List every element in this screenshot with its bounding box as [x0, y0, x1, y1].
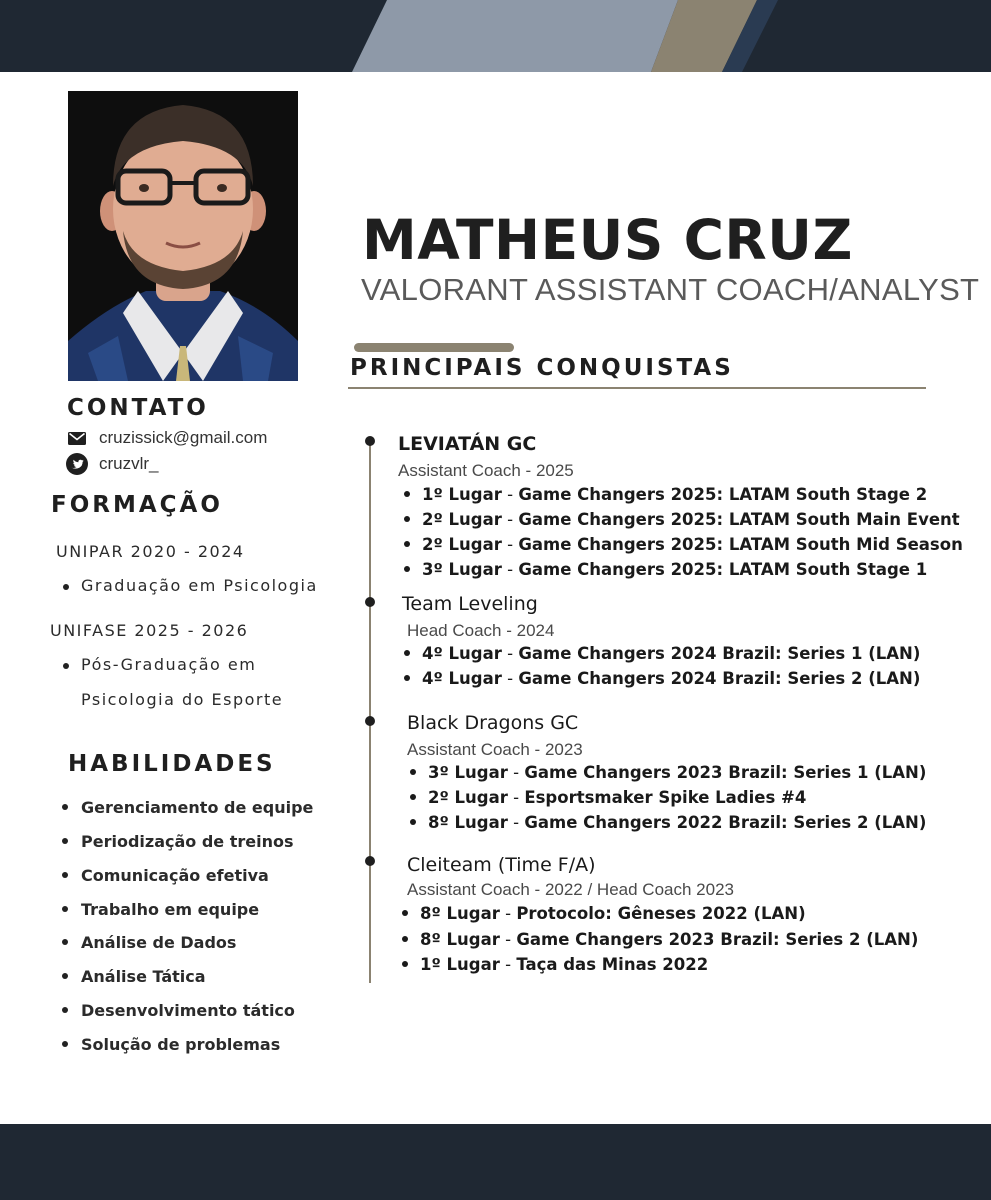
bullet-icon [62, 1007, 68, 1013]
bullet-icon [410, 819, 416, 825]
education-detail: Pós-Graduação em [81, 655, 257, 674]
education-period: UNIFASE 2025 - 2026 [50, 621, 249, 640]
education-period: UNIPAR 2020 - 2024 [56, 542, 245, 561]
timeline-dot [365, 597, 375, 607]
timeline-dot [365, 856, 375, 866]
bullet-icon [404, 566, 410, 572]
achievement-item: 3º Lugar - Game Changers 2025: LATAM South Stage 1 [404, 560, 927, 579]
header-stripes [0, 0, 991, 72]
section-divider [348, 387, 926, 389]
achievement-item: 3º Lugar - Game Changers 2023 Brazil: Series 1 (LAN) [410, 763, 926, 782]
skills-title: HABILIDADES [68, 751, 276, 777]
bullet-icon [402, 936, 408, 942]
skill-item: Solução de problemas [62, 1035, 280, 1054]
skill-item: Análise Tática [62, 967, 206, 986]
team-role: Assistant Coach - 2025 [398, 461, 574, 480]
bullet-icon [410, 769, 416, 775]
skill-item: Desenvolvimento tático [62, 1001, 295, 1020]
achievement-item: 1º Lugar - Game Changers 2025: LATAM South Stage 2 [404, 485, 927, 504]
bullet-icon [404, 675, 410, 681]
candidate-role: VALORANT ASSISTANT COACH/ANALYST [361, 272, 980, 307]
header-band [0, 0, 991, 72]
education-title: FORMAÇÃO [51, 492, 223, 518]
bullet-icon [63, 663, 69, 669]
section-accent-bar [354, 343, 514, 352]
education-detail: Psicologia do Esporte [81, 690, 284, 709]
contact-email-row[interactable] [66, 427, 267, 449]
contact-title: CONTATO [67, 395, 209, 421]
achievement-item: 4º Lugar - Game Changers 2024 Brazil: Series 1 (LAN) [404, 644, 920, 663]
team-role: Head Coach - 2024 [407, 621, 555, 640]
team-name: LEVIATÁN GC [398, 433, 537, 455]
bullet-icon [404, 541, 410, 547]
bullet-icon [62, 838, 68, 844]
profile-photo [68, 91, 298, 381]
skill-item: Trabalho em equipe [62, 900, 259, 919]
candidate-name: MATHEUS CRUZ [362, 208, 853, 272]
achievement-item: 8º Lugar - Game Changers 2023 Brazil: Series 2 (LAN) [402, 930, 918, 949]
bullet-icon [62, 872, 68, 878]
achievement-item: 2º Lugar - Esportsmaker Spike Ladies #4 [410, 788, 806, 807]
contact-twitter: cruzvlr_ [99, 454, 159, 473]
timeline-dot [365, 716, 375, 726]
bullet-icon [62, 906, 68, 912]
bullet-icon [62, 1041, 68, 1047]
portrait-illustration [68, 91, 298, 381]
team-name: Cleiteam (Time F/A) [407, 854, 596, 876]
bullet-icon [404, 650, 410, 656]
bullet-icon [410, 794, 416, 800]
achievement-item: 8º Lugar - Protocolo: Gêneses 2022 (LAN) [402, 904, 806, 923]
team-name: Team Leveling [402, 593, 538, 615]
footer-band [0, 1124, 991, 1200]
timeline-line [369, 440, 371, 983]
skill-item: Comunicação efetiva [62, 866, 269, 885]
skill-item: Gerenciamento de equipe [62, 798, 313, 817]
email-icon [66, 427, 88, 449]
twitter-icon [66, 453, 88, 475]
contact-email: cruzissick@gmail.com [99, 428, 268, 447]
team-role: Assistant Coach - 2023 [407, 740, 583, 759]
bullet-icon [62, 973, 68, 979]
achievement-item: 8º Lugar - Game Changers 2022 Brazil: Series 2 (LAN) [410, 813, 926, 832]
team-role: Assistant Coach - 2022 / Head Coach 2023 [407, 880, 734, 899]
bullet-icon [404, 516, 410, 522]
bullet-icon [62, 804, 68, 810]
bullet-icon [402, 961, 408, 967]
contact-twitter-row[interactable] [66, 453, 159, 475]
bullet-icon [62, 939, 68, 945]
skill-item: Periodização de treinos [62, 832, 294, 851]
bullet-icon [402, 910, 408, 916]
achievement-item: 2º Lugar - Game Changers 2025: LATAM South Main Event [404, 510, 960, 529]
achievement-item: 1º Lugar - Taça das Minas 2022 [402, 955, 708, 974]
timeline-dot [365, 436, 375, 446]
bullet-icon [404, 491, 410, 497]
achievement-item: 4º Lugar - Game Changers 2024 Brazil: Series 2 (LAN) [404, 669, 920, 688]
achievement-item: 2º Lugar - Game Changers 2025: LATAM South Mid Season [404, 535, 963, 554]
team-name: Black Dragons GC [407, 712, 579, 734]
bullet-icon [63, 584, 69, 590]
skill-item: Análise de Dados [62, 933, 236, 952]
education-detail: Graduação em Psicologia [81, 576, 318, 595]
achievements-title: PRINCIPAIS CONQUISTAS [350, 355, 734, 381]
